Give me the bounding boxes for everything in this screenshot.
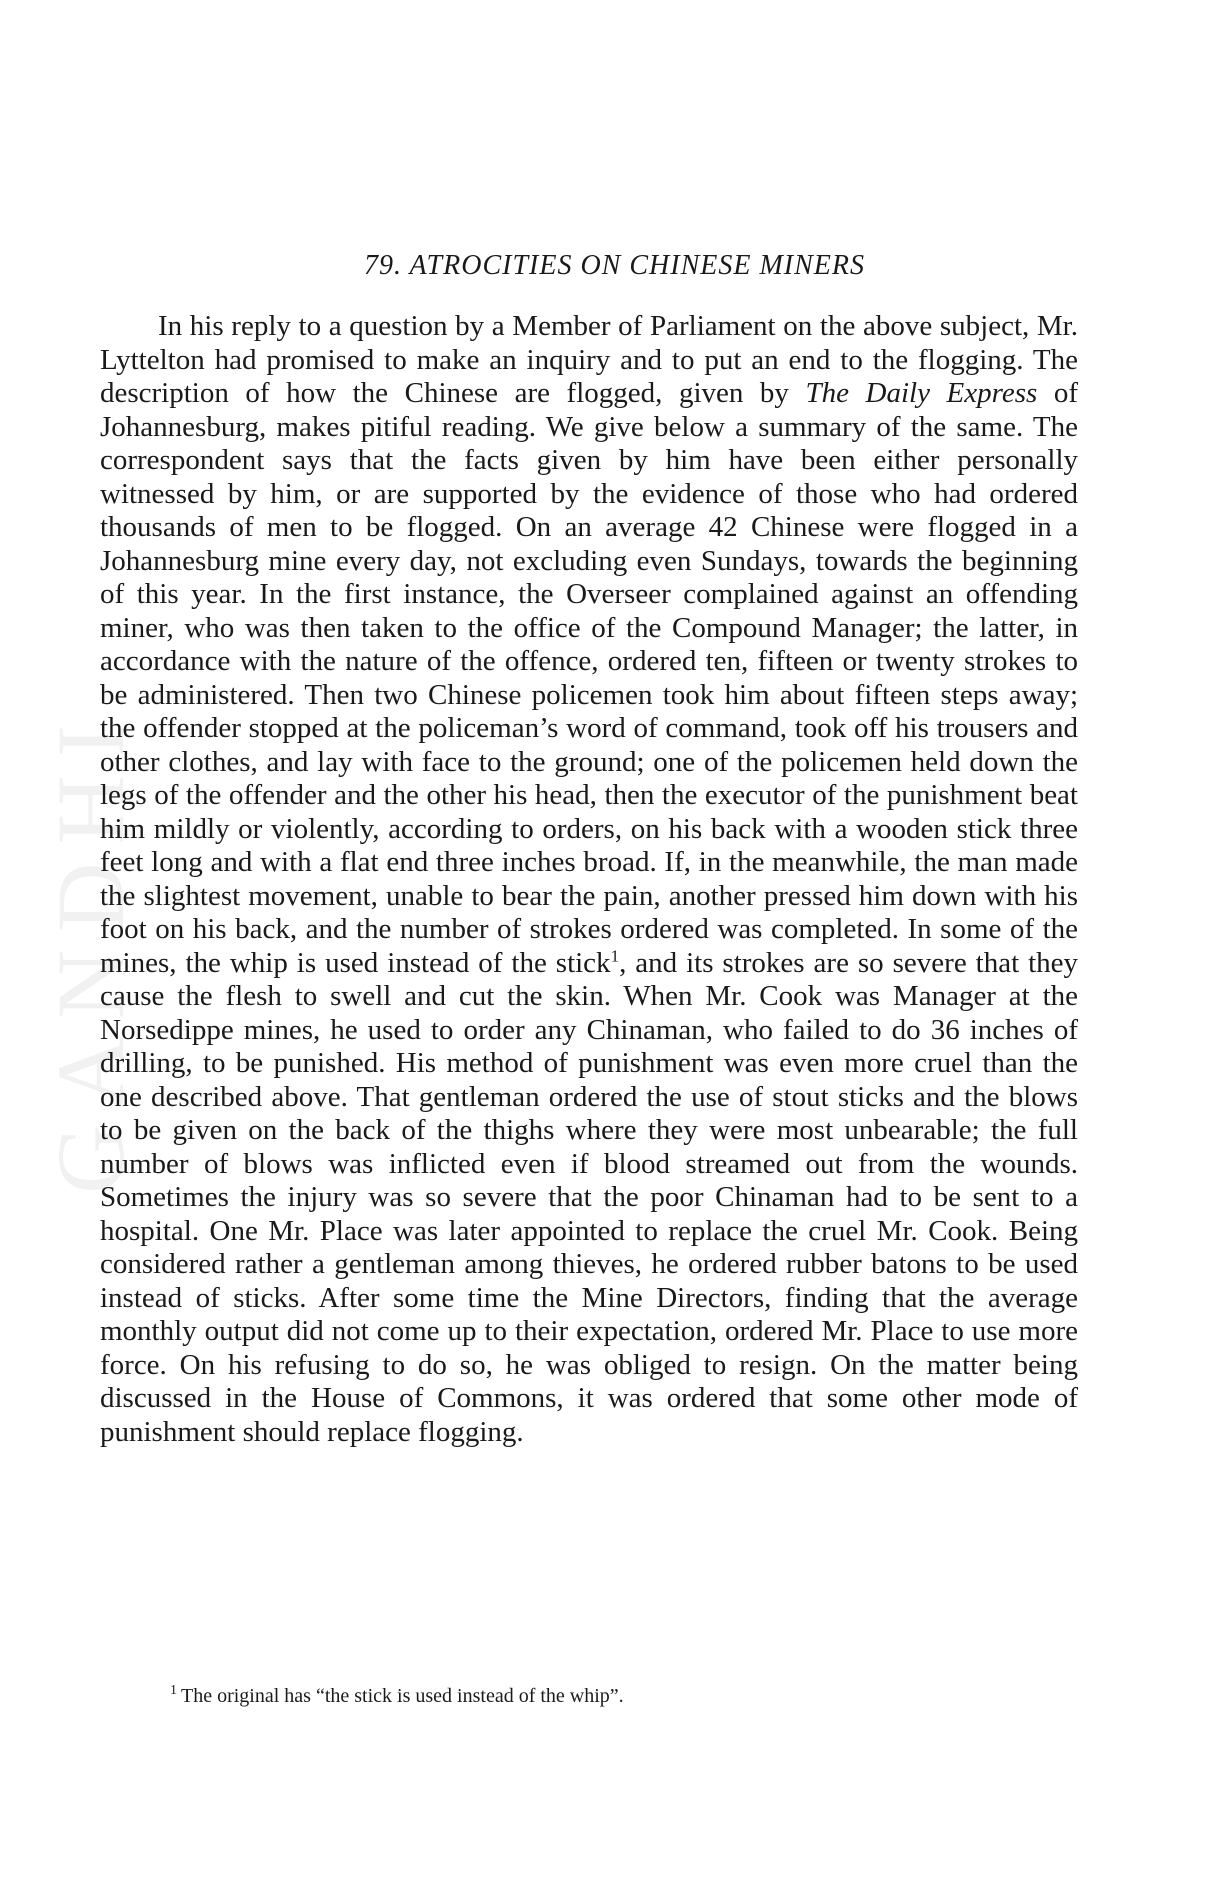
- paragraph-text-part3: , and its strokes are so severe that they cause the flesh to swell and cut the skin. When Mr. Cook was Manager at the Norsedippe mines, he used to order any Chinaman, who failed to do 36 inches of drilling, to be punished. His method of punishment was even more cruel than the one described above. That gentleman ordered the use of stout sticks and the blows to be given on the back of the thighs where they were most unbearable; the full number of blows was inflicted even if blood streamed out from the wounds. Sometimes the injury was so severe that the poor Chinaman had to be sent to a hospital. One Mr. Place was later appointed to replace the cruel Mr. Cook. Being considered rather a gentleman among thieves, he ordered rubber batons to be used instead of sticks. After some time the Mine Directors, finding that the average monthly output did not come up to their expectation, ordered Mr. Place to use more force. On his refusing to do so, he was obliged to resign. On the matter being discussed in the House of Commons, it was ordered that some other mode of punishment should replace flogging.: [100, 946, 1079, 1448]
- body-paragraph: [100, 310, 1078, 1449]
- footnote-text: The original has “the stick is used instead of the whip”.: [181, 1685, 624, 1707]
- newspaper-name: The Daily Express: [805, 377, 1038, 409]
- paragraph-text-part2: of Johannesburg, makes pitiful reading. We give below a summary of the same. The correspondent says that the facts given by him have been either personally witnessed by him, or are supported by the evidence of those who had ordered thousands of men to be flogged. On an average 42 Chinese were flogged in a Johannesburg mine every day, not excluding even Sundays, towards the beginning of this year. In the first instance, the Overseer complained against an offending miner, who was then taken to the office of the Compound Manager; the latter, in accordance with the nature of the offence, ordered ten, fifteen or twenty strokes to be administered. Then two Chinese policemen took him about fifteen steps away; the offender stopped at the policeman’s word of command, took off his trousers and other clothes, and lay with face to the ground; one of the policemen held down the legs of the offender and the other his head, then the executor of the punishment beat him mildly or violently, according to orders, on his back with a wooden stick three feet long and with a flat end three inches broad. If, in the meanwhile, the man made the slightest movement, unable to bear the pain, another pressed him down with his foot on his back, and the number of strokes ordered was completed. In some of the mines, the whip is used instead of the stick: [100, 377, 1078, 979]
- watermark-text: GANDHI: [36, 706, 144, 1194]
- footnote-marker: 1: [170, 1683, 177, 1699]
- footnote-reference[interactable]: 1: [610, 945, 620, 965]
- footnote: [170, 1684, 1070, 1708]
- page-title: 79. ATROCITIES ON CHINESE MINERS: [364, 250, 865, 281]
- paragraph-text-part1: In his reply to a question by a Member of Parliament on the above subject, Mr. Lyttelton had promised to make an inquiry and to put an end to the flogging. The description of how the Chinese are flogged, given by: [100, 310, 1078, 409]
